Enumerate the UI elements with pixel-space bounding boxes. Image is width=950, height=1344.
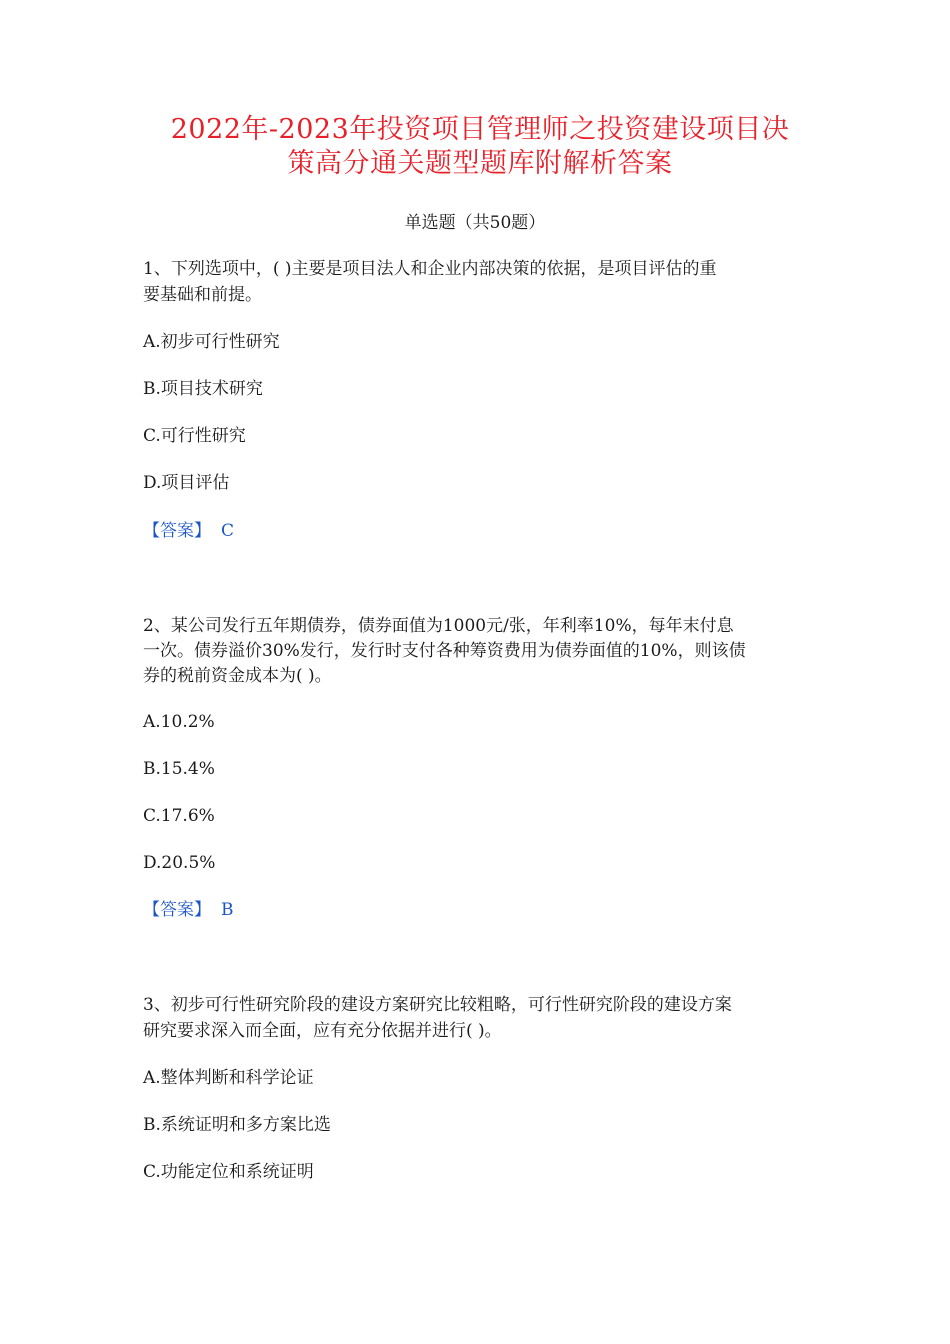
answer-label: 【答案】 xyxy=(143,900,211,920)
question-2-option-b: B.15.4% xyxy=(143,759,215,779)
question-2-option-c: C.17.6% xyxy=(143,806,215,826)
document-title-line-1: 2022年-2023年投资项目管理师之投资建设项目决 xyxy=(170,114,790,145)
answer-value: C xyxy=(221,521,235,541)
question-2-option-a: A.10.2% xyxy=(143,712,215,732)
question-1-stem-line-2: 要基础和前提。 xyxy=(143,285,262,305)
question-3-option-b: B.系统证明和多方案比选 xyxy=(143,1115,331,1135)
section-heading: 单选题（共50题） xyxy=(404,213,546,233)
question-2-stem-line-3: 券的税前资金成本为( )。 xyxy=(143,666,332,686)
question-1-stem-line-1: 1、下列选项中，( )主要是项目法人和企业内部决策的依据，是项目评估的重 xyxy=(143,259,717,279)
question-1-option-d: D.项目评估 xyxy=(143,473,230,493)
question-1-option-c: C.可行性研究 xyxy=(143,426,246,446)
question-3-option-c: C.功能定位和系统证明 xyxy=(143,1162,314,1182)
document-title-line-2: 策高分通关题型题库附解析答案 xyxy=(287,148,673,179)
question-2-option-d: D.20.5% xyxy=(143,853,216,873)
question-2-stem-line-1: 2、某公司发行五年期债券，债券面值为1000元/张，年利率10%，每年末付息 xyxy=(143,616,734,636)
answer-label: 【答案】 xyxy=(143,521,211,541)
question-2-stem-line-2: 一次。债券溢价30%发行，发行时支付各种筹资费用为债券面值的10%，则该债 xyxy=(143,641,746,661)
question-1-option-b: B.项目技术研究 xyxy=(143,379,263,399)
answer-value: B xyxy=(221,900,234,920)
question-2-answer xyxy=(143,899,234,921)
question-3-stem-line-2: 研究要求深入而全面，应有充分依据并进行( )。 xyxy=(143,1021,502,1041)
question-3-stem-line-1: 3、初步可行性研究阶段的建设方案研究比较粗略，可行性研究阶段的建设方案 xyxy=(143,995,732,1015)
question-1-answer xyxy=(143,520,234,542)
question-1-option-a: A.初步可行性研究 xyxy=(143,332,280,352)
question-3-option-a: A.整体判断和科学论证 xyxy=(143,1068,314,1088)
